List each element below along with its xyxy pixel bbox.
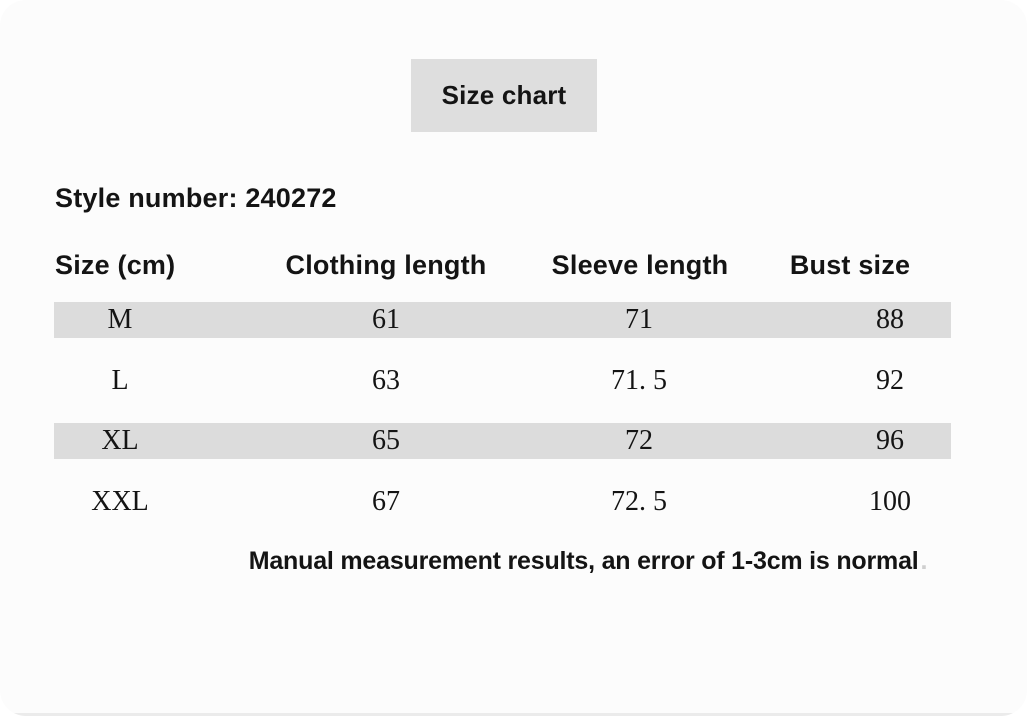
cell-sleeve-length: 72 [625,425,653,456]
cell-sleeve-length: 71 [625,304,653,335]
cell-size: XL [101,425,139,456]
cell-sleeve-length: 72. 5 [611,486,667,517]
cell-clothing-length: 63 [372,365,400,396]
cell-size: XXL [91,486,149,517]
table-row-xxl [54,484,951,520]
faint-period: . [920,547,928,575]
column-header-bust-size: Bust size [789,250,911,280]
table-row-xl [54,423,951,459]
table-row-l [54,363,951,399]
size-chart-title-box [411,59,597,132]
table-row-m [54,302,951,338]
cell-bust-size: 88 [876,304,904,335]
measurement-note [249,546,928,576]
cell-size: M [107,304,133,335]
size-chart-title: Size chart [441,80,567,110]
cell-sleeve-length: 71. 5 [611,365,667,396]
column-header-size: Size (cm) [55,250,176,280]
cell-bust-size: 100 [869,486,911,517]
column-header-clothing-length: Clothing length [285,250,487,280]
cell-clothing-length: 65 [372,425,400,456]
cell-clothing-length: 61 [372,304,400,335]
cell-clothing-length: 67 [372,486,400,517]
cell-bust-size: 96 [876,425,904,456]
column-header-sleeve-length: Sleeve length [551,250,729,280]
measurement-note-text: Manual measurement results, an error of 1-3cm is normal [248,547,919,575]
cell-bust-size: 92 [876,365,904,396]
cell-size: L [111,365,129,396]
style-number: Style number: 240272 [55,183,337,213]
